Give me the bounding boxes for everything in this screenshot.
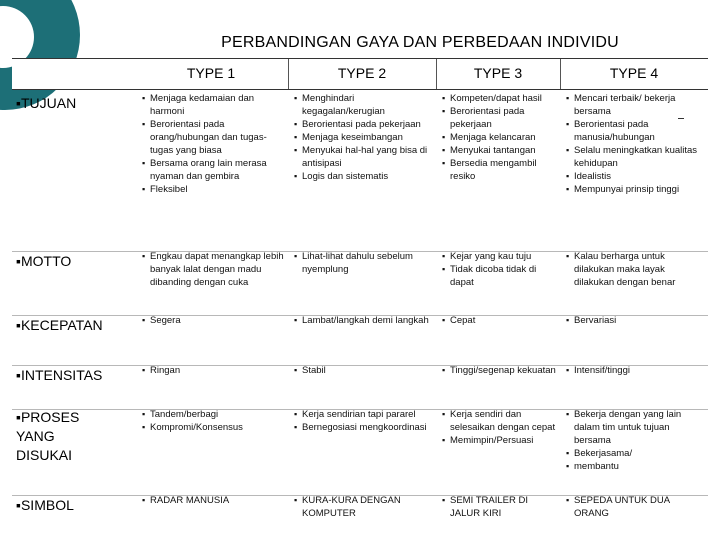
table-cell — [566, 92, 702, 196]
cell-item: ▪ Kompeten/dapat hasil — [442, 92, 558, 105]
table-cell — [294, 314, 434, 327]
header-type-3: TYPE 3 — [473, 65, 523, 81]
table-cell — [442, 250, 558, 289]
cell-item: ▪ Ringan — [142, 364, 284, 377]
cell-item: ▪ SEMI TRAILER DI JALUR KIRI — [442, 494, 558, 520]
table-row — [12, 408, 708, 494]
comparison-table — [12, 58, 708, 536]
table-row — [12, 250, 708, 314]
cell-item: ▪ Kompromi/Konsensus — [142, 421, 284, 434]
table-cell — [566, 314, 702, 327]
dash-mark — [678, 118, 684, 119]
cell-item: ▪ Selalu meningkatkan kualitas kehidupan — [566, 144, 702, 170]
cell-item: ▪ Menjaga kedamaian dan harmoni — [142, 92, 284, 118]
cell-item: ▪ Kerja sendiri dan selesaikan dengan cepat — [442, 408, 558, 434]
cell-item: ▪ Berorientasi pada manusia/hubungan — [566, 118, 702, 144]
cell-item: ▪ Menjaga keseimbangan — [294, 131, 434, 144]
header-type-2: TYPE 2 — [337, 65, 387, 81]
cell-item: ▪ Cepat — [442, 314, 558, 327]
cell-item: ▪ Kalau berharga untuk dilakukan maka layak dilakukan dengan benar — [566, 250, 702, 289]
table-header — [12, 58, 708, 90]
cell-item: ▪ Logis dan sistematis — [294, 170, 434, 183]
row-label: ▪INTENSITAS — [16, 367, 103, 383]
cell-item: ▪ Bekerjasama/ — [566, 447, 702, 460]
cell-item: ▪ Menjaga kelancaran — [442, 131, 558, 144]
cell-item: ▪ Berorientasi pada orang/hubungan dan tugas-tugas yang biasa — [142, 118, 284, 157]
cell-item: ▪ KURA-KURA DENGAN KOMPUTER — [294, 494, 434, 520]
cell-item: ▪ Menghindari kegagalan/kerugian — [294, 92, 434, 118]
cell-item: ▪ Kerja sendirian tapi pararel — [294, 408, 434, 421]
table-cell — [442, 408, 558, 447]
page-title: PERBANDINGAN GAYA DAN PERBEDAAN INDIVIDU — [221, 34, 619, 51]
table-cell — [566, 408, 702, 473]
cell-item: ▪ Bekerja dengan yang lain dalam tim untuk tujuan bersama — [566, 408, 702, 447]
table-cell — [142, 408, 284, 434]
cell-item: ▪ Lambat/langkah demi langkah — [294, 314, 434, 327]
cell-item: ▪ RADAR MANUSIA — [142, 494, 284, 507]
row-label: ▪SIMBOL — [16, 497, 74, 513]
cell-item: ▪ Bersama orang lain merasa nyaman dan gembira — [142, 157, 284, 183]
table-cell — [294, 494, 434, 520]
cell-item: ▪ Idealistis — [566, 170, 702, 183]
table-cell — [142, 314, 284, 327]
cell-item: ▪ Lihat-lihat dahulu sebelum nyemplung — [294, 250, 434, 276]
table-cell — [294, 408, 434, 434]
cell-item: ▪ Kejar yang kau tuju — [442, 250, 558, 263]
header-type-1: TYPE 1 — [186, 65, 236, 81]
table-cell — [442, 92, 558, 183]
cell-item: ▪ Berorientasi pada pekerjaan — [294, 118, 434, 131]
table-row — [12, 314, 708, 364]
table-cell — [566, 364, 702, 377]
cell-item: ▪ membantu — [566, 460, 702, 473]
cell-item: ▪ Engkau dapat menangkap lebih banyak lalat dengan madu dibanding dengan cuka — [142, 250, 284, 289]
row-label: ▪MOTTO — [16, 253, 72, 269]
table-cell — [442, 364, 558, 377]
cell-item: ▪ Stabil — [294, 364, 434, 377]
cell-item: ▪ Tinggi/segenap kekuatan — [442, 364, 558, 377]
table-row — [12, 494, 708, 536]
row-label: ▪KECEPATAN — [16, 317, 103, 333]
table-cell — [442, 494, 558, 520]
cell-item: ▪ Tidak dicoba tidak di dapat — [442, 263, 558, 289]
cell-item: ▪ Segera — [142, 314, 284, 327]
table-row — [12, 364, 708, 408]
table-row — [12, 92, 708, 250]
table-cell — [566, 250, 702, 289]
table-cell — [294, 250, 434, 276]
cell-item: ▪ Tandem/berbagi — [142, 408, 284, 421]
cell-item: ▪ Bernegosiasi mengkoordinasi — [294, 421, 434, 434]
table-cell — [442, 314, 558, 327]
cell-item: ▪ Fleksibel — [142, 183, 284, 196]
cell-item: ▪ SEPEDA UNTUK DUA ORANG — [566, 494, 702, 520]
table-cell — [294, 364, 434, 377]
header-type-4: TYPE 4 — [609, 65, 659, 81]
table-cell — [566, 494, 702, 520]
cell-item: ▪ Intensif/tinggi — [566, 364, 702, 377]
table-cell — [142, 92, 284, 196]
row-label: ▪PROSES YANG DISUKAI — [16, 409, 80, 463]
cell-item: ▪ Bervariasi — [566, 314, 702, 327]
table-cell — [142, 364, 284, 377]
cell-item: ▪ Mencari terbaik/ bekerja bersama — [566, 92, 702, 118]
table-cell — [294, 92, 434, 183]
table-cell — [142, 250, 284, 289]
cell-item: ▪ Mempunyai prinsip tinggi — [566, 183, 702, 196]
row-label: ▪TUJUAN — [16, 95, 77, 111]
cell-item: ▪ Bersedia mengambil resiko — [442, 157, 558, 183]
cell-item: ▪ Berorientasi pada pekerjaan — [442, 105, 558, 131]
cell-item: ▪ Menyukai hal-hal yang bisa di antisipasi — [294, 144, 434, 170]
cell-item: ▪ Menyukai tantangan — [442, 144, 558, 157]
table-cell — [142, 494, 284, 507]
cell-item: ▪ Memimpin/Persuasi — [442, 434, 558, 447]
